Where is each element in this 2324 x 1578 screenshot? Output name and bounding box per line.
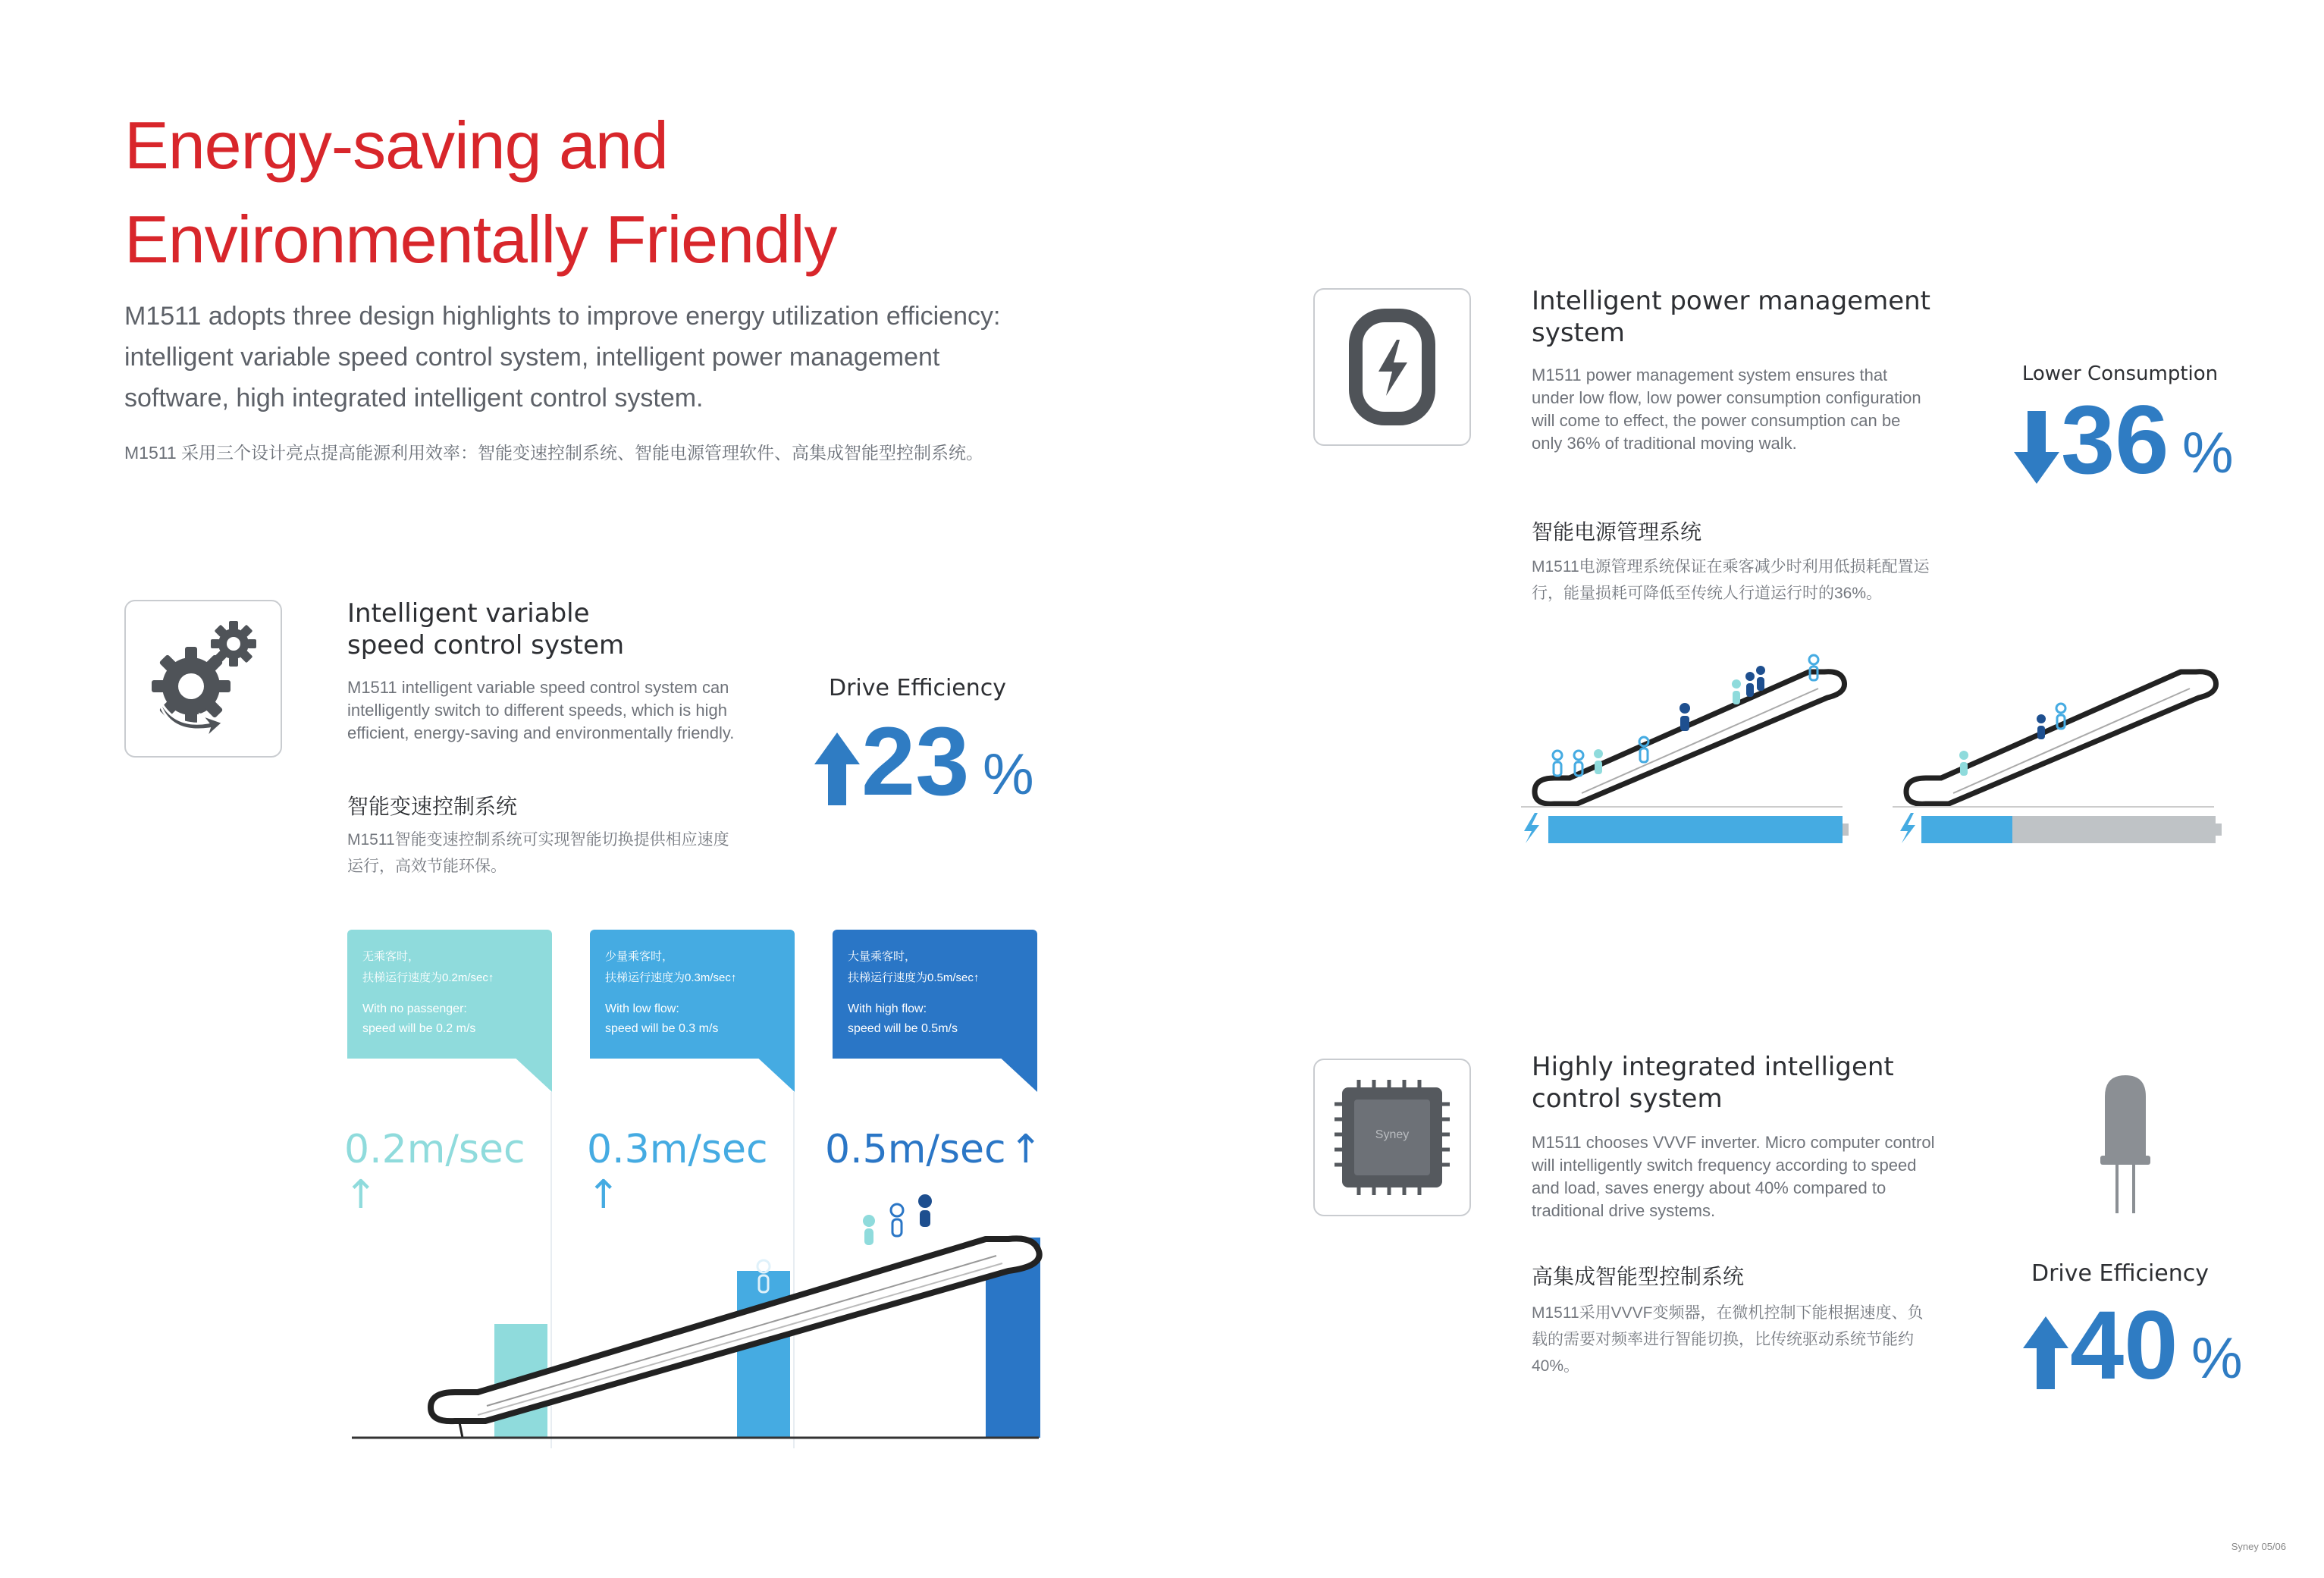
- speed-panel-3-en-2: speed will be 0.5m/s: [848, 1022, 958, 1035]
- intro-english: M1511 adopts three design highlights to improve energy utilization efficiency: intelligent variable speed control system, intelligent power management software, high integrated intelligent control system.: [124, 302, 1001, 413]
- speed-panel-3-cn-2: 扶梯运行速度为0.5m/sec↑: [848, 971, 980, 984]
- power-system-desc-cn: M1511电源管理系统保证在乘客减少时利用低损耗配置运行，能量损耗可降低至传统人行道运行时的36%。: [1532, 558, 1930, 602]
- speed-up-arrow-icon-3: ↑: [1009, 1127, 1043, 1172]
- lightning-icon-1: [1524, 813, 1539, 843]
- power-system-title-cn: 智能电源管理系统: [1532, 520, 1702, 544]
- speed-panel-tails: [347, 1054, 1045, 1100]
- power-metric: [2014, 386, 2257, 497]
- control-system-desc-cn: M1511采用VVVF变频器，在微机控制下能根据速度、负载的需要对频率进行智能切换，比传统驱动系统节能约40%。: [1532, 1304, 1924, 1375]
- speed-metric-unit: %: [983, 742, 1034, 807]
- gears-icon-box: [124, 600, 282, 758]
- speed-system-desc-cn: M1511智能变速控制系统可实现智能切换提供相应速度运行，高效节能环保。: [347, 831, 729, 875]
- speed-up-arrow-icon-2: ↑: [587, 1172, 620, 1218]
- speed-system-desc-en: M1511 intelligent variable speed control system can intelligently switch to different speeds, which is high efficient, energy-saving and environmentally friendly.: [347, 678, 735, 742]
- speed-panel-2-cn-2: 扶梯运行速度为0.3m/sec↑: [605, 971, 737, 984]
- control-metric-unit: %: [2191, 1326, 2243, 1391]
- power-escalator-illustration: [1509, 645, 2252, 857]
- page-number: Syney 05/06: [2231, 1541, 2286, 1552]
- escalator-speed-illustration: [341, 1183, 1054, 1456]
- speed-panel-1: [347, 930, 552, 1059]
- speed-panel-1-cn-2: 扶梯运行速度为0.2m/sec↑: [362, 971, 494, 984]
- speed-value-3: 0.5m/sec: [825, 1127, 1006, 1172]
- page-title: [124, 99, 837, 287]
- page-title-line2: Environmentally Friendly: [124, 202, 837, 277]
- speed-metric-value: 23: [861, 707, 970, 816]
- speed-panel-1-en-1: With no passenger:: [362, 1002, 467, 1015]
- arrow-up-icon-2: [2023, 1316, 2068, 1389]
- chip-icon-box: [1313, 1059, 1471, 1216]
- control-system-title: Highly integrated intelligent control system: [1532, 1052, 1894, 1114]
- speed-metric-label: Drive Efficiency: [828, 675, 1007, 701]
- gears-icon: [126, 601, 281, 756]
- intro-chinese: M1511 采用三个设计亮点提高能源利用效率：智能变速控制系统、智能电源管理软件、高集成智能型控制系统。: [124, 443, 984, 463]
- speed-system-title-cn: 智能变速控制系统: [347, 795, 518, 818]
- speed-up-arrow-icon-1: ↑: [344, 1172, 378, 1218]
- battery-bar-low: [1921, 816, 2222, 843]
- battery-bar-full: [1548, 816, 1849, 843]
- speed-bar-2: [737, 1271, 790, 1438]
- lightning-icon-2: [1900, 813, 1915, 843]
- speed-label-3: [825, 1127, 1045, 1172]
- speed-panel-2-cn-1: 少量乘客时，: [605, 950, 674, 963]
- speed-panel-1-cn-1: 无乘客时，: [362, 950, 420, 963]
- escalator-quiet-icon: [1893, 672, 2216, 807]
- control-metric-value: 40: [2070, 1291, 2178, 1400]
- speed-panel-2-en-1: With low flow:: [605, 1002, 679, 1015]
- speed-panel-2-en-2: speed will be 0.3 m/s: [605, 1022, 719, 1035]
- power-metric-unit: %: [2182, 421, 2234, 485]
- arrow-down-icon: [2014, 411, 2059, 484]
- control-system-title-cn: 高集成智能型控制系统: [1532, 1265, 1745, 1288]
- speed-panel-3: [833, 930, 1037, 1059]
- page-title-line1: Energy-saving and: [124, 108, 668, 183]
- led-bulb-icon: [2099, 1072, 2152, 1216]
- power-system-desc-en: M1511 power management system ensures that under low flow, low power consumption configuration will come to effect, the power consumption can be only 36% of traditional moving walk.: [1532, 365, 1921, 453]
- power-cycle-icon: [1315, 290, 1469, 444]
- speed-panel-2: [590, 930, 795, 1059]
- speed-panel-3-en-1: With high flow:: [848, 1002, 927, 1015]
- escalator-busy-icon: [1521, 655, 1845, 807]
- chip-logo-text: Syney: [1375, 1128, 1410, 1141]
- speed-value-1: 0.2m/sec: [344, 1127, 525, 1172]
- power-metric-label: Lower Consumption: [2021, 362, 2219, 385]
- power-system-title: Intelligent power management system: [1532, 286, 1931, 348]
- control-system-desc-en: M1511 chooses VVVF inverter. Micro computer control will intelligently switch frequency according to speed and load, saves energy about 40% compared to traditional drive systems.: [1532, 1133, 1935, 1220]
- arrow-up-icon: [814, 733, 860, 805]
- power-metric-value: 36: [2061, 386, 2169, 494]
- speed-panel-1-en-2: speed will be 0.2 m/s: [362, 1022, 476, 1035]
- control-metric-label: Drive Efficiency: [2031, 1260, 2210, 1287]
- speed-panel-3-cn-1: 大量乘客时，: [848, 950, 917, 963]
- power-icon-box: [1313, 288, 1471, 446]
- speed-system-title: Intelligent variable speed control system: [347, 598, 625, 660]
- control-metric: [2023, 1291, 2266, 1403]
- speed-value-2: 0.3m/sec: [587, 1127, 768, 1172]
- speed-metric: [814, 707, 1057, 819]
